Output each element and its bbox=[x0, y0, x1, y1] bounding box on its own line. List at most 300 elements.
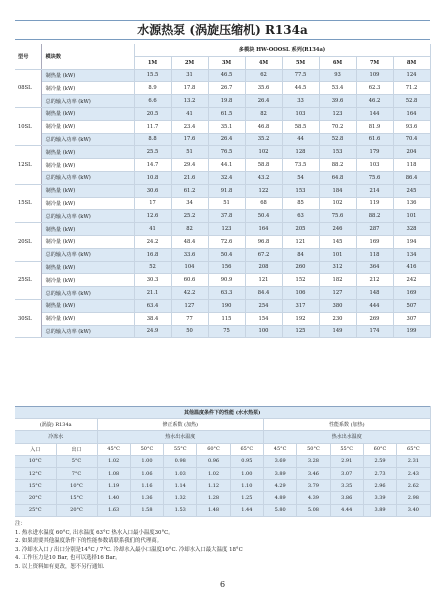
value-cell: 29.4 bbox=[171, 159, 208, 172]
value-cell: 380 bbox=[319, 299, 356, 312]
table-row bbox=[15, 312, 430, 325]
value-cell: 121 bbox=[245, 274, 282, 287]
table-row bbox=[15, 287, 430, 300]
value-cell: 190 bbox=[208, 299, 245, 312]
value-cell: 17 bbox=[134, 197, 171, 210]
value-cell: 30.3 bbox=[134, 274, 171, 287]
table-row bbox=[15, 248, 430, 261]
value-cell: 93 bbox=[319, 69, 356, 82]
inlet-temp: 12°C bbox=[15, 467, 56, 479]
row-label: 总的输入功率 (kW) bbox=[41, 133, 134, 146]
value-cell: 58.5 bbox=[282, 120, 319, 133]
value-cell: 42.2 bbox=[171, 287, 208, 300]
row-label: 制冷量 (kW) bbox=[41, 235, 134, 248]
temp-header: 60°C bbox=[197, 443, 230, 455]
value-cell: 1.25 bbox=[230, 492, 263, 504]
value-cell: 20.5 bbox=[134, 107, 171, 120]
row-label: 总的输入功率 (kW) bbox=[41, 210, 134, 223]
model-name: 20SL bbox=[15, 223, 41, 261]
temp-header: 50°C bbox=[297, 443, 330, 455]
outlet-temp: 10°C bbox=[56, 480, 97, 492]
value-cell: 242 bbox=[393, 274, 430, 287]
value-cell: 1.44 bbox=[230, 504, 263, 516]
value-cell: 2.43 bbox=[397, 467, 430, 479]
series-header: 多模块 HW-OOOSL 系列(R134a) bbox=[134, 44, 430, 56]
value-cell: 6.6 bbox=[134, 95, 171, 108]
value-cell: 70.4 bbox=[393, 133, 430, 146]
value-cell: 307 bbox=[393, 312, 430, 325]
value-cell: 33.6 bbox=[171, 248, 208, 261]
value-cell: 145 bbox=[319, 235, 356, 248]
perf-title: 其他温度条件下的性能 (水水热泵) bbox=[15, 407, 430, 419]
module-count-header: 6M bbox=[319, 56, 356, 69]
value-cell: 118 bbox=[393, 159, 430, 172]
value-cell: 17.6 bbox=[171, 133, 208, 146]
row-label: 制热量 (kW) bbox=[41, 261, 134, 274]
value-cell: 75.6 bbox=[319, 210, 356, 223]
value-cell: 3.40 bbox=[397, 504, 430, 516]
value-cell: 1.08 bbox=[97, 467, 130, 479]
value-cell: 144 bbox=[356, 107, 393, 120]
value-cell: 1.00 bbox=[230, 467, 263, 479]
value-cell: 3.89 bbox=[363, 504, 396, 516]
table-row bbox=[15, 455, 430, 467]
inlet-temp: 20°C bbox=[15, 492, 56, 504]
value-cell: 25.2 bbox=[171, 210, 208, 223]
value-cell: 317 bbox=[282, 299, 319, 312]
value-cell: 54 bbox=[282, 171, 319, 184]
module-count-header: 2M bbox=[171, 56, 208, 69]
value-cell: 51 bbox=[208, 197, 245, 210]
value-cell: 148 bbox=[356, 287, 393, 300]
value-cell: 3.79 bbox=[297, 480, 330, 492]
value-cell: 63.4 bbox=[134, 299, 171, 312]
value-cell: 1.19 bbox=[97, 480, 130, 492]
value-cell: 3.35 bbox=[330, 480, 363, 492]
value-cell: 174 bbox=[356, 325, 393, 338]
value-cell: 153 bbox=[319, 146, 356, 159]
temp-header: 60°C bbox=[363, 443, 396, 455]
value-cell: 34 bbox=[171, 197, 208, 210]
value-cell: 73.5 bbox=[282, 159, 319, 172]
value-cell: 179 bbox=[356, 146, 393, 159]
value-cell: 60.6 bbox=[171, 274, 208, 287]
value-cell: 61.5 bbox=[208, 107, 245, 120]
value-cell: 2.73 bbox=[363, 467, 396, 479]
value-cell: 68 bbox=[245, 197, 282, 210]
value-cell: 0.96 bbox=[197, 455, 230, 467]
value-cell: 182 bbox=[319, 274, 356, 287]
table-row bbox=[15, 159, 430, 172]
value-cell: 11.7 bbox=[134, 120, 171, 133]
value-cell: 26.4 bbox=[208, 133, 245, 146]
value-cell: 1.02 bbox=[197, 467, 230, 479]
value-cell: 39.6 bbox=[319, 95, 356, 108]
table-row bbox=[15, 197, 430, 210]
value-cell: 212 bbox=[356, 274, 393, 287]
value-cell: 2.91 bbox=[330, 455, 363, 467]
value-cell: 4.29 bbox=[263, 480, 296, 492]
value-cell: 269 bbox=[356, 312, 393, 325]
row-label: 制冷量 (kW) bbox=[41, 197, 134, 210]
value-cell: 194 bbox=[393, 235, 430, 248]
note-item: 3. 冷却水入口 / 出口分别是14°C / 7°C. 冷却水入最小口温度10°C. 冷却水入口最大温度 18°C bbox=[15, 546, 243, 553]
value-cell: 152 bbox=[282, 274, 319, 287]
value-cell: 1.16 bbox=[130, 480, 163, 492]
row-label: 总的输入功率 (kW) bbox=[41, 171, 134, 184]
value-cell: 199 bbox=[393, 325, 430, 338]
value-cell: 3.89 bbox=[263, 467, 296, 479]
value-cell: 24.2 bbox=[134, 235, 171, 248]
value-cell: 82 bbox=[245, 107, 282, 120]
value-cell: 37.8 bbox=[208, 210, 245, 223]
value-cell: 53.4 bbox=[319, 82, 356, 95]
table-row bbox=[15, 299, 430, 312]
header-modules: 模块数 bbox=[41, 44, 134, 69]
temp-header: 45°C bbox=[97, 443, 130, 455]
row-label: 制冷量 (kW) bbox=[41, 159, 134, 172]
value-cell: 93.6 bbox=[393, 120, 430, 133]
value-cell: 82 bbox=[171, 223, 208, 236]
value-cell: 3.28 bbox=[297, 455, 330, 467]
value-cell: 2.98 bbox=[397, 492, 430, 504]
value-cell: 4.89 bbox=[263, 492, 296, 504]
value-cell: 52 bbox=[134, 261, 171, 274]
table-row bbox=[15, 210, 430, 223]
value-cell: 1.28 bbox=[197, 492, 230, 504]
value-cell: 3.46 bbox=[297, 467, 330, 479]
value-cell: 109 bbox=[356, 69, 393, 82]
value-cell: 312 bbox=[319, 261, 356, 274]
table-row bbox=[15, 107, 430, 120]
table-row bbox=[15, 133, 430, 146]
module-count-header: 5M bbox=[282, 56, 319, 69]
value-cell: 85 bbox=[282, 197, 319, 210]
performance-table bbox=[15, 406, 431, 517]
value-cell: 48.4 bbox=[171, 235, 208, 248]
value-cell: 1.03 bbox=[164, 467, 197, 479]
value-cell: 102 bbox=[245, 146, 282, 159]
value-cell: 62.3 bbox=[356, 82, 393, 95]
value-cell: 38.4 bbox=[134, 312, 171, 325]
value-cell: 75 bbox=[208, 325, 245, 338]
value-cell: 44.5 bbox=[282, 82, 319, 95]
value-cell: 3.86 bbox=[330, 492, 363, 504]
value-cell: 214 bbox=[356, 184, 393, 197]
model-name: 15SL bbox=[15, 184, 41, 222]
note-item: 4. 工作压力是10 Bar, 也可以选择16 Bar。 bbox=[15, 555, 121, 562]
correction-header: 修正系数 (加热) bbox=[97, 419, 263, 431]
value-cell: 30.6 bbox=[134, 184, 171, 197]
inlet-temp: 10°C bbox=[15, 455, 56, 467]
value-cell: 1.02 bbox=[97, 455, 130, 467]
value-cell: 88.2 bbox=[319, 159, 356, 172]
value-cell: 416 bbox=[393, 261, 430, 274]
value-cell: 12.6 bbox=[134, 210, 171, 223]
temp-header: 55°C bbox=[330, 443, 363, 455]
inlet-temp: 15°C bbox=[15, 480, 56, 492]
value-cell: 10.8 bbox=[134, 171, 171, 184]
row-label: 制热量 (kW) bbox=[41, 107, 134, 120]
value-cell: 1.63 bbox=[97, 504, 130, 516]
value-cell: 124 bbox=[393, 69, 430, 82]
temp-header: 55°C bbox=[164, 443, 197, 455]
value-cell: 136 bbox=[393, 197, 430, 210]
value-cell: 19.8 bbox=[208, 95, 245, 108]
table-row bbox=[15, 325, 430, 338]
value-cell: 1.00 bbox=[130, 455, 163, 467]
table-row bbox=[15, 467, 430, 479]
table-row bbox=[15, 171, 430, 184]
value-cell: 254 bbox=[245, 299, 282, 312]
page-number: 6 bbox=[219, 580, 226, 589]
value-cell: 17.8 bbox=[171, 82, 208, 95]
value-cell: 119 bbox=[356, 197, 393, 210]
inlet-temp: 25°C bbox=[15, 504, 56, 516]
table-row bbox=[15, 480, 430, 492]
table-row bbox=[15, 223, 430, 236]
temp-header: 65°C bbox=[230, 443, 263, 455]
value-cell: 4.39 bbox=[297, 492, 330, 504]
value-cell: 26.4 bbox=[245, 95, 282, 108]
value-cell: 24.9 bbox=[134, 325, 171, 338]
value-cell: 1.12 bbox=[197, 480, 230, 492]
value-cell: 31 bbox=[171, 69, 208, 82]
value-cell: 149 bbox=[319, 325, 356, 338]
value-cell: 35.1 bbox=[208, 120, 245, 133]
value-cell: 8.9 bbox=[134, 82, 171, 95]
value-cell: 4.44 bbox=[330, 504, 363, 516]
specs-table bbox=[15, 44, 431, 338]
value-cell: 72.6 bbox=[208, 235, 245, 248]
value-cell: 169 bbox=[356, 235, 393, 248]
value-cell: 51 bbox=[171, 146, 208, 159]
value-cell: 61.6 bbox=[356, 133, 393, 146]
module-count-header: 7M bbox=[356, 56, 393, 69]
value-cell: 5.08 bbox=[297, 504, 330, 516]
notes bbox=[15, 520, 430, 572]
row-label: 制热量 (kW) bbox=[41, 146, 134, 159]
value-cell: 192 bbox=[282, 312, 319, 325]
value-cell: 1.48 bbox=[197, 504, 230, 516]
value-cell: 46.8 bbox=[245, 120, 282, 133]
cold-water-header: 冷冻水 bbox=[15, 431, 97, 443]
value-cell: 41 bbox=[134, 223, 171, 236]
value-cell: 100 bbox=[245, 325, 282, 338]
page-title: 水源热泵 (涡旋压缩机) R134a bbox=[15, 20, 430, 40]
table-row bbox=[15, 261, 430, 274]
value-cell: 122 bbox=[245, 184, 282, 197]
outlet-temp: 5°C bbox=[56, 455, 97, 467]
value-cell: 50.4 bbox=[208, 248, 245, 261]
value-cell: 1.36 bbox=[130, 492, 163, 504]
value-cell: 70.2 bbox=[319, 120, 356, 133]
value-cell: 88.2 bbox=[356, 210, 393, 223]
value-cell: 32.4 bbox=[208, 171, 245, 184]
value-cell: 1.06 bbox=[130, 467, 163, 479]
table-row bbox=[15, 235, 430, 248]
value-cell: 64.8 bbox=[319, 171, 356, 184]
value-cell: 50 bbox=[171, 325, 208, 338]
outlet-temp: 20°C bbox=[56, 504, 97, 516]
value-cell: 154 bbox=[245, 312, 282, 325]
value-cell: 123 bbox=[208, 223, 245, 236]
value-cell: 0.98 bbox=[164, 455, 197, 467]
table-row bbox=[15, 274, 430, 287]
value-cell: 164 bbox=[245, 223, 282, 236]
module-count-header: 8M bbox=[393, 56, 430, 69]
value-cell: 507 bbox=[393, 299, 430, 312]
value-cell: 1.53 bbox=[164, 504, 197, 516]
perf-model-header: (涡旋) R134a bbox=[15, 419, 97, 431]
model-name: 12SL bbox=[15, 146, 41, 184]
value-cell: 77 bbox=[171, 312, 208, 325]
value-cell: 2.96 bbox=[363, 480, 396, 492]
value-cell: 2.31 bbox=[397, 455, 430, 467]
value-cell: 5.80 bbox=[263, 504, 296, 516]
value-cell: 46.2 bbox=[356, 95, 393, 108]
value-cell: 153 bbox=[282, 184, 319, 197]
value-cell: 35.2 bbox=[245, 133, 282, 146]
row-label: 制冷量 (kW) bbox=[41, 82, 134, 95]
value-cell: 15.5 bbox=[134, 69, 171, 82]
value-cell: 1.40 bbox=[97, 492, 130, 504]
model-name: 25SL bbox=[15, 261, 41, 299]
table-row bbox=[15, 69, 430, 82]
module-count-header: 1M bbox=[134, 56, 171, 69]
row-label: 总的输入功率 (kW) bbox=[41, 95, 134, 108]
value-cell: 1.10 bbox=[230, 480, 263, 492]
row-label: 总的输入功率 (kW) bbox=[41, 287, 134, 300]
value-cell: 328 bbox=[393, 223, 430, 236]
value-cell: 23.4 bbox=[171, 120, 208, 133]
value-cell: 44.1 bbox=[208, 159, 245, 172]
value-cell: 26.7 bbox=[208, 82, 245, 95]
value-cell: 75.6 bbox=[356, 171, 393, 184]
value-cell: 260 bbox=[282, 261, 319, 274]
value-cell: 16.8 bbox=[134, 248, 171, 261]
value-cell: 3.69 bbox=[263, 455, 296, 467]
value-cell: 35.6 bbox=[245, 82, 282, 95]
value-cell: 103 bbox=[282, 107, 319, 120]
table-row bbox=[15, 95, 430, 108]
table-row bbox=[15, 504, 430, 516]
temp-header: 65°C bbox=[397, 443, 430, 455]
value-cell: 102 bbox=[319, 197, 356, 210]
value-cell: 128 bbox=[282, 146, 319, 159]
value-cell: 71.2 bbox=[393, 82, 430, 95]
hot-water-header: 热水出水温度 bbox=[97, 431, 263, 443]
outlet-header: 出口 bbox=[56, 443, 97, 455]
value-cell: 125 bbox=[282, 325, 319, 338]
row-label: 制冷量 (kW) bbox=[41, 120, 134, 133]
value-cell: 287 bbox=[356, 223, 393, 236]
value-cell: 50.4 bbox=[245, 210, 282, 223]
note-item: 5. 以上资料如有更改，恕不另行通知. bbox=[15, 563, 105, 570]
inlet-header: 入口 bbox=[15, 443, 56, 455]
value-cell: 25.5 bbox=[134, 146, 171, 159]
value-cell: 21.6 bbox=[171, 171, 208, 184]
value-cell: 84 bbox=[282, 248, 319, 261]
value-cell: 184 bbox=[319, 184, 356, 197]
hot-water-header: 热水出水温度 bbox=[263, 431, 430, 443]
value-cell: 21.1 bbox=[134, 287, 171, 300]
value-cell: 41 bbox=[171, 107, 208, 120]
value-cell: 1.32 bbox=[164, 492, 197, 504]
value-cell: 246 bbox=[319, 223, 356, 236]
value-cell: 1.14 bbox=[164, 480, 197, 492]
row-label: 制热量 (kW) bbox=[41, 223, 134, 236]
value-cell: 205 bbox=[282, 223, 319, 236]
value-cell: 62 bbox=[245, 69, 282, 82]
perf-temp-row bbox=[15, 443, 430, 455]
row-label: 制冷量 (kW) bbox=[41, 274, 134, 287]
value-cell: 115 bbox=[208, 312, 245, 325]
table-row bbox=[15, 82, 430, 95]
value-cell: 81.9 bbox=[356, 120, 393, 133]
value-cell: 13.2 bbox=[171, 95, 208, 108]
outlet-temp: 15°C bbox=[56, 492, 97, 504]
value-cell: 127 bbox=[171, 299, 208, 312]
value-cell: 164 bbox=[393, 107, 430, 120]
outlet-temp: 7°C bbox=[56, 467, 97, 479]
row-label: 制热量 (kW) bbox=[41, 184, 134, 197]
temp-header: 50°C bbox=[130, 443, 163, 455]
row-label: 制热量 (kW) bbox=[41, 69, 134, 82]
value-cell: 204 bbox=[393, 146, 430, 159]
value-cell: 96.8 bbox=[245, 235, 282, 248]
value-cell: 63.3 bbox=[208, 287, 245, 300]
value-cell: 86.4 bbox=[393, 171, 430, 184]
value-cell: 8.8 bbox=[134, 133, 171, 146]
module-count-header: 3M bbox=[208, 56, 245, 69]
value-cell: 91.8 bbox=[208, 184, 245, 197]
value-cell: 0.95 bbox=[230, 455, 263, 467]
note-item: 1. 热水进水温度 60°C, 出水温度 63°C 热水入口最小温度30°C。 bbox=[15, 529, 174, 536]
value-cell: 103 bbox=[356, 159, 393, 172]
performance-header: 性能系数 (加热) bbox=[263, 419, 430, 431]
value-cell: 44 bbox=[282, 133, 319, 146]
table-row bbox=[15, 146, 430, 159]
notes-heading: 注： bbox=[15, 521, 26, 527]
value-cell: 3.07 bbox=[330, 467, 363, 479]
model-name: 10SL bbox=[15, 107, 41, 145]
value-cell: 67.2 bbox=[245, 248, 282, 261]
table-row bbox=[15, 184, 430, 197]
value-cell: 52.8 bbox=[319, 133, 356, 146]
value-cell: 156 bbox=[208, 261, 245, 274]
perf-title-row bbox=[15, 407, 430, 419]
value-cell: 43.2 bbox=[245, 171, 282, 184]
value-cell: 121 bbox=[282, 235, 319, 248]
value-cell: 77.5 bbox=[282, 69, 319, 82]
value-cell: 46.5 bbox=[208, 69, 245, 82]
module-count-header: 4M bbox=[245, 56, 282, 69]
value-cell: 245 bbox=[393, 184, 430, 197]
value-cell: 52.8 bbox=[393, 95, 430, 108]
note-item: 2. 如果需要其他温度条件下的性能参数请联系我们的代理商。 bbox=[15, 538, 163, 545]
value-cell: 127 bbox=[319, 287, 356, 300]
value-cell: 106 bbox=[282, 287, 319, 300]
value-cell: 58.8 bbox=[245, 159, 282, 172]
value-cell: 444 bbox=[356, 299, 393, 312]
value-cell: 76.5 bbox=[208, 146, 245, 159]
perf-subheader-row bbox=[15, 431, 430, 443]
value-cell: 61.2 bbox=[171, 184, 208, 197]
value-cell: 3.39 bbox=[363, 492, 396, 504]
value-cell: 63 bbox=[282, 210, 319, 223]
value-cell: 90.9 bbox=[208, 274, 245, 287]
